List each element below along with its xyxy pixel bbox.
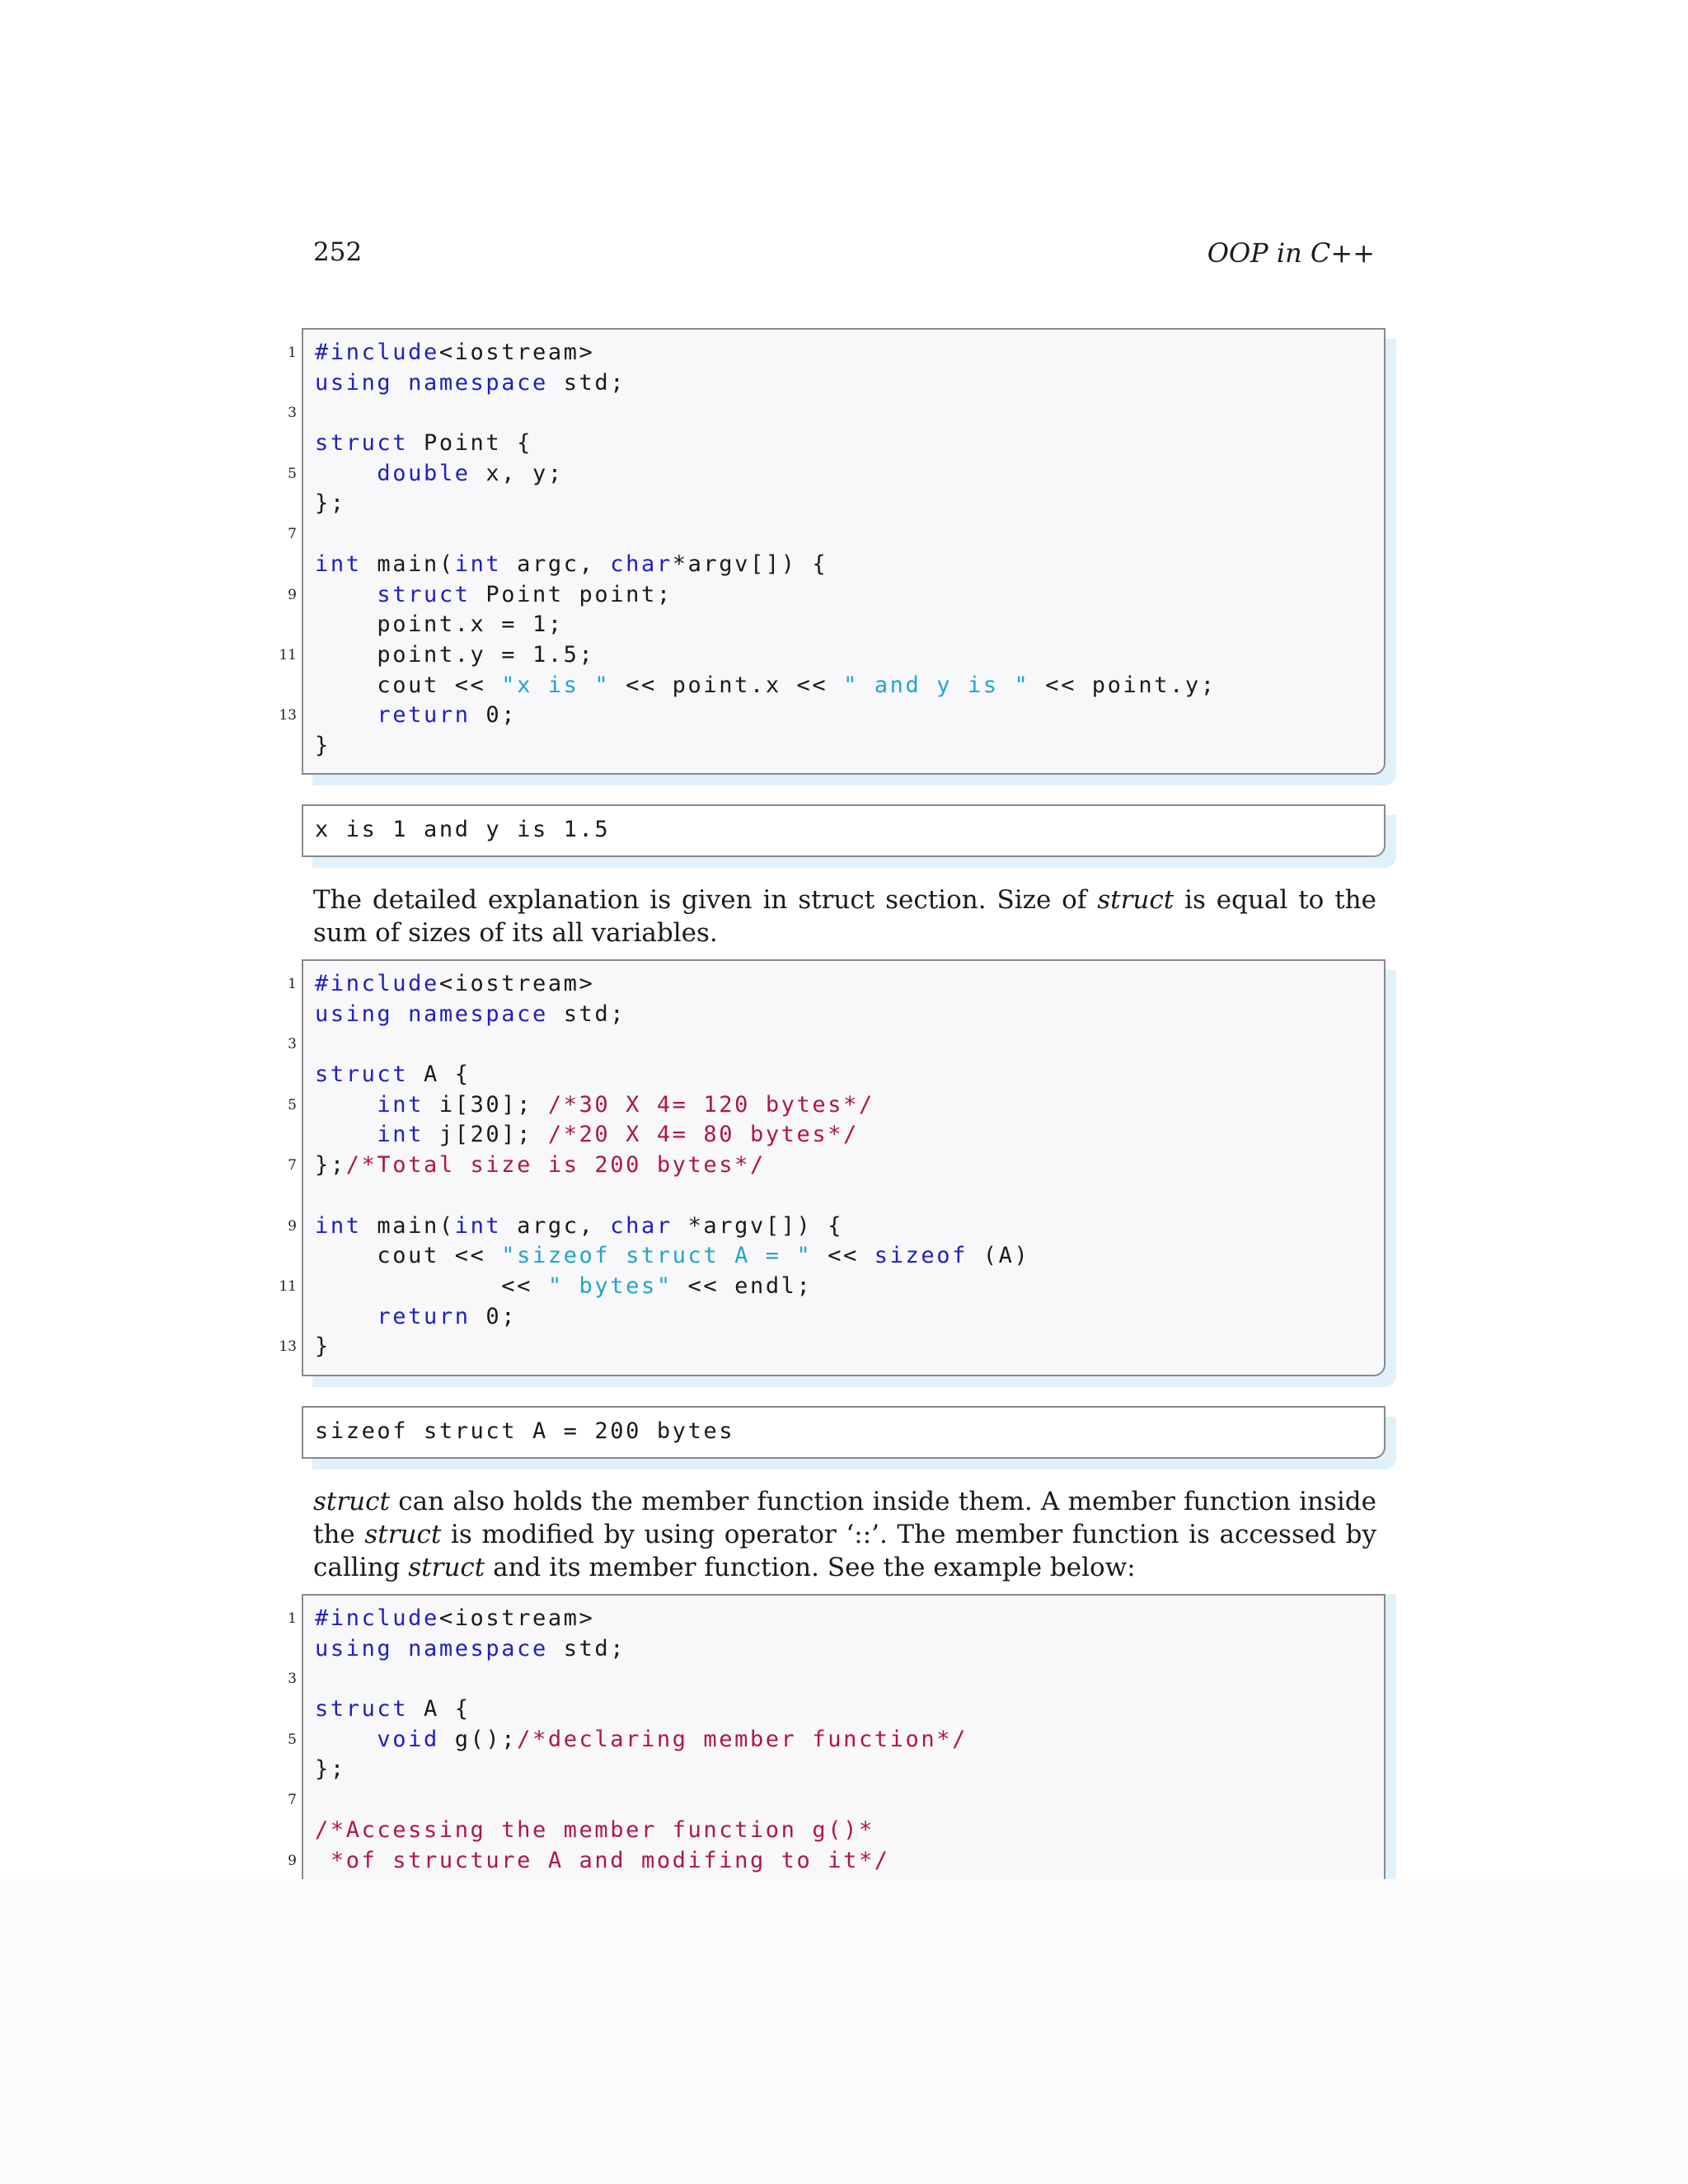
code-line: [288, 338, 1384, 368]
code-keyword: #include: [315, 971, 439, 996]
code-line: [288, 459, 1384, 490]
code-text: };: [315, 1756, 346, 1783]
code-text: main(: [361, 551, 455, 577]
code-text: };: [315, 490, 346, 517]
code-line: [288, 1151, 1384, 1181]
code-text: 0;: [470, 702, 518, 729]
line-number: 7: [288, 1157, 297, 1174]
code-comment: /*20 X 4= 80 bytes*/: [547, 1122, 859, 1148]
code-line: [288, 1785, 1384, 1816]
code-text: <<: [812, 1243, 874, 1269]
code-comment: /*30 X 4= 120 bytes*/: [547, 1091, 874, 1118]
code-line: [303, 610, 1384, 640]
code-text: argc,: [501, 551, 611, 577]
code-line: [288, 1604, 1384, 1634]
line-number: 9: [288, 1852, 297, 1869]
code-keyword: #include: [315, 340, 439, 365]
code-listing-1: [279, 328, 1386, 775]
code-text: A {: [408, 1696, 471, 1722]
code-line: [303, 489, 1384, 519]
code-text: <iostream>: [438, 971, 595, 996]
running-title: OOP in C++: [1207, 237, 1375, 269]
line-number: 3: [288, 1036, 297, 1053]
code-listing-2: [279, 959, 1386, 1376]
code-text: [315, 1092, 377, 1118]
code-line: [288, 1212, 1384, 1242]
code-keyword: sizeof: [874, 1243, 968, 1269]
code-text: point.x = 1;: [315, 612, 564, 638]
line-number: 5: [288, 465, 297, 482]
code-keyword: return: [377, 1303, 471, 1329]
code-text: argc,: [501, 1212, 611, 1239]
code-text: std;: [547, 369, 626, 396]
code-line: [303, 1120, 1384, 1151]
code-text: << endl;: [672, 1272, 813, 1299]
code-comment: /*Total size is 200 bytes*/: [345, 1152, 766, 1179]
code-text: (A): [967, 1243, 1030, 1269]
code-text: *argv[]) {: [672, 551, 828, 577]
code-text: [315, 1727, 377, 1752]
code-string: "x is ": [501, 672, 611, 698]
code-line: [303, 1634, 1384, 1665]
line-number: 13: [279, 707, 297, 724]
code-line: [288, 580, 1384, 611]
code-text: }: [315, 732, 331, 758]
code-line: [303, 731, 1384, 762]
code-string: " bytes": [547, 1272, 673, 1299]
line-number: 7: [288, 1792, 297, 1809]
code-listing-3: [288, 1594, 1386, 1879]
code-text: g();: [438, 1726, 518, 1752]
code-line: [303, 1302, 1384, 1333]
code-text: [315, 461, 377, 486]
code-text: [315, 702, 377, 728]
code-text: x, y;: [470, 460, 564, 486]
code-text: Point point;: [470, 581, 673, 607]
code-line: [288, 1090, 1384, 1121]
code-string: "sizeof struct A = ": [501, 1243, 813, 1269]
code-text: <<: [315, 1272, 548, 1299]
code-line: [303, 1000, 1384, 1030]
code-text: std;: [547, 1635, 626, 1661]
code-text: main(: [361, 1212, 455, 1239]
code-keyword: char: [610, 1212, 673, 1239]
code-comment: *of structure A and modifing to it*/: [315, 1847, 890, 1873]
code-line: [288, 1725, 1384, 1755]
code-line: [303, 1181, 1384, 1212]
code-keyword: int: [454, 551, 502, 577]
code-keyword: using namespace: [315, 1001, 548, 1027]
code-keyword: struct: [315, 430, 409, 457]
code-keyword: int: [454, 1212, 502, 1239]
code-keyword: int: [315, 551, 362, 577]
code-keyword: double: [377, 460, 471, 486]
code-line: [303, 1060, 1384, 1090]
code-line: [288, 398, 1384, 429]
code-text: [315, 1122, 377, 1147]
line-number: 11: [279, 646, 297, 663]
code-line: [303, 550, 1384, 580]
output-box-1: x is 1 and y is 1.5: [302, 804, 1386, 857]
code-line: [288, 1664, 1384, 1694]
paragraph-struct-size: The detailed explanation is given in struct section. Size of struct is equal to the sum of sizes of its all variables.: [313, 885, 1376, 948]
line-number: 5: [288, 1731, 297, 1748]
code-text: <iostream>: [438, 340, 595, 365]
code-text: }: [315, 1333, 331, 1360]
line-number: 1: [288, 1610, 297, 1627]
code-text: 0;: [470, 1303, 518, 1329]
code-text: j[20];: [424, 1122, 548, 1148]
line-number: 5: [288, 1096, 297, 1113]
code-line: [303, 1755, 1384, 1785]
code-line: [288, 1846, 1384, 1877]
blank-lower-area: [0, 1879, 1688, 2184]
line-number: 9: [288, 586, 297, 603]
code-line: [303, 1816, 1384, 1846]
code-keyword: int: [377, 1091, 424, 1118]
code-text: *argv[]) {: [672, 1212, 844, 1239]
page-number: 252: [313, 237, 363, 267]
code-text: [315, 582, 377, 607]
code-line: [303, 429, 1384, 459]
code-comment: /*Accessing the member function g()*: [315, 1816, 874, 1843]
code-text: A {: [408, 1062, 471, 1088]
code-text: };: [315, 1152, 346, 1179]
code-text: i[30];: [424, 1091, 548, 1118]
code-line: [303, 368, 1384, 399]
code-text: << point.y;: [1029, 672, 1217, 698]
line-number: 11: [279, 1277, 297, 1295]
code-line: [288, 1029, 1384, 1060]
code-line: [303, 1694, 1384, 1725]
code-line: [279, 640, 1384, 671]
code-keyword: char: [610, 551, 673, 577]
line-number: 13: [279, 1338, 297, 1356]
line-number: 1: [288, 976, 297, 992]
code-line: [288, 969, 1384, 1000]
code-text: std;: [547, 1001, 626, 1027]
code-keyword: using namespace: [315, 1635, 548, 1661]
code-string: " and y is ": [843, 672, 1030, 698]
code-keyword: int: [377, 1122, 424, 1148]
code-keyword: struct: [315, 1696, 409, 1722]
code-keyword: struct: [377, 581, 471, 607]
code-text: Point {: [408, 430, 532, 457]
output-box-2: sizeof struct A = 200 bytes: [302, 1406, 1386, 1459]
line-number: 3: [288, 405, 297, 422]
code-line: [288, 519, 1384, 550]
line-number: 3: [288, 1671, 297, 1688]
code-line: [279, 1272, 1384, 1302]
code-line: [303, 1241, 1384, 1272]
code-text: point.y = 1.5;: [315, 641, 595, 668]
code-keyword: using namespace: [315, 369, 548, 396]
code-text: cout <<: [315, 672, 502, 698]
code-keyword: #include: [315, 1605, 439, 1631]
code-line: [279, 701, 1384, 731]
code-line: [303, 671, 1384, 701]
code-line: [279, 1332, 1384, 1362]
code-text: <iostream>: [438, 1605, 595, 1631]
code-keyword: struct: [315, 1062, 409, 1088]
code-comment: /*declaring member function*/: [517, 1726, 968, 1752]
code-keyword: void: [377, 1726, 439, 1752]
line-number: 7: [288, 526, 297, 543]
code-text: cout <<: [315, 1243, 502, 1269]
line-number: 9: [288, 1217, 297, 1235]
code-keyword: int: [315, 1212, 362, 1239]
paragraph-member-function: struct can also holds the member function inside them. A member function inside the struct is modified by using operator ‘::’. The member function is accessed by calling struct and its member function. See the example below:: [313, 1487, 1376, 1582]
line-number: 1: [288, 344, 297, 361]
code-text: << point.x <<: [610, 672, 844, 698]
code-keyword: return: [377, 702, 471, 729]
code-text: [315, 1304, 377, 1329]
